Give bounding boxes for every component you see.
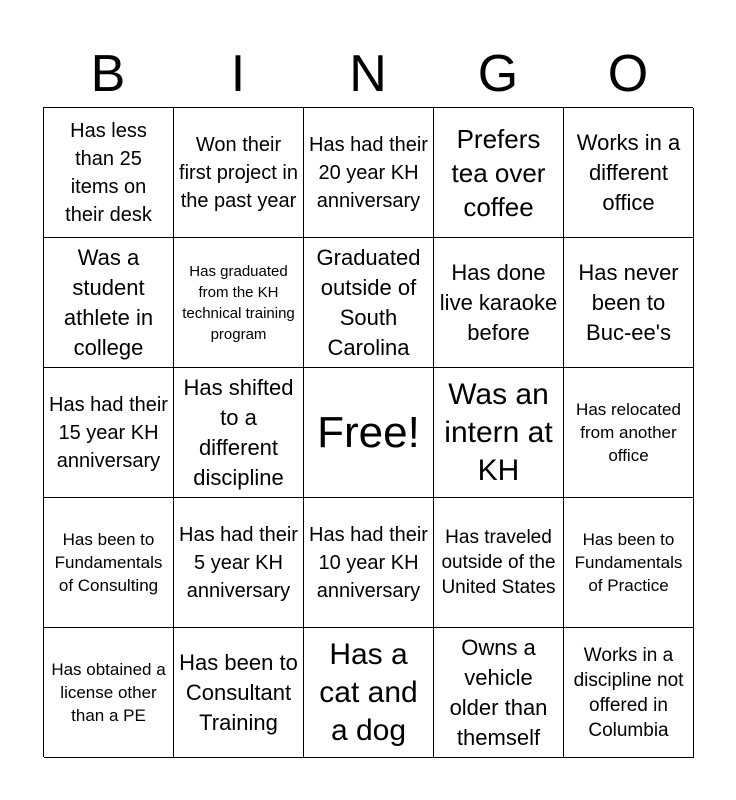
bingo-cell-r2-c5[interactable] (564, 238, 694, 368)
bingo-cell-r1-c3[interactable] (304, 108, 434, 238)
bingo-cell-r3-c5[interactable] (564, 368, 694, 498)
cell-text: Has done live karaoke before (439, 259, 558, 345)
bingo-cell-r5-c3[interactable] (304, 628, 434, 758)
header-letter-o: O (607, 45, 649, 103)
bingo-cell-r4-c5[interactable] (564, 498, 694, 628)
cell-text: Has had their 20 year KH anniversary (309, 133, 428, 212)
cell-text: Has graduated from the KH technical training program (182, 262, 295, 343)
cell-text: Has had their 10 year KH anniversary (309, 523, 428, 602)
cell-text: Has shifted to a different discipline (183, 374, 294, 490)
bingo-cell-r2-c4[interactable] (434, 238, 564, 368)
bingo-cell-r3-c4[interactable] (434, 368, 564, 498)
bingo-cell-r1-c5[interactable] (564, 108, 694, 238)
bingo-cell-r5-c2[interactable] (174, 628, 304, 758)
header-letter-b: B (90, 45, 126, 103)
cell-text: Prefers tea over coffee (451, 123, 546, 222)
bingo-cell-r1-c4[interactable] (434, 108, 564, 238)
cell-text: Has been to Consultant Training (179, 649, 298, 735)
bingo-cell-r3-c2[interactable] (174, 368, 304, 498)
cell-text: Has never been to Buc-ee's (578, 259, 679, 345)
bingo-cell-r4-c1[interactable] (44, 498, 174, 628)
cell-text: Graduated outside of South Carolina (316, 244, 421, 360)
bingo-cell-r5-c1[interactable] (44, 628, 174, 758)
cell-text: Has relocated from another office (576, 400, 681, 465)
cell-text: Was a student athlete in college (63, 244, 154, 360)
bingo-board (43, 107, 693, 757)
bingo-cell-r5-c4[interactable] (434, 628, 564, 758)
cell-text: Won their first project in the past year (179, 133, 298, 212)
bingo-cell-r4-c3[interactable] (304, 498, 434, 628)
cell-text: Was an intern at KH (444, 377, 553, 487)
cell-text: Has obtained a license other than a PE (51, 660, 166, 725)
bingo-cell-r5-c5[interactable] (564, 628, 694, 758)
bingo-cell-free[interactable] (304, 368, 434, 498)
bingo-cell-r4-c4[interactable] (434, 498, 564, 628)
bingo-cell-r2-c3[interactable] (304, 238, 434, 368)
header-letter-n: N (349, 45, 387, 103)
bingo-cell-r1-c1[interactable] (44, 108, 174, 238)
cell-text: Has a cat and a dog (319, 637, 418, 747)
cell-text: Has traveled outside of the United States (441, 527, 556, 598)
cell-text: Has less than 25 items on their desk (65, 119, 152, 226)
bingo-cell-r2-c1[interactable] (44, 238, 174, 368)
bingo-cell-r1-c2[interactable] (174, 108, 304, 238)
header-letter-i: I (230, 45, 246, 103)
bingo-header (43, 40, 693, 108)
header-letter-g: G (477, 45, 519, 103)
cell-text: Has had their 15 year KH anniversary (49, 393, 168, 472)
cell-text: Works in a different office (576, 129, 681, 215)
cell-text: Has had their 5 year KH anniversary (179, 523, 298, 602)
bingo-cell-r3-c1[interactable] (44, 368, 174, 498)
cell-text: Works in a discipline not offered in Columbia (573, 644, 684, 741)
bingo-cell-r2-c2[interactable] (174, 238, 304, 368)
free-space-text: Free! (317, 407, 420, 457)
cell-text: Owns a vehicle older than themself (449, 634, 548, 750)
bingo-cell-r4-c2[interactable] (174, 498, 304, 628)
cell-text: Has been to Fundamentals of Consulting (54, 530, 163, 595)
cell-text: Has been to Fundamentals of Practice (574, 530, 683, 595)
